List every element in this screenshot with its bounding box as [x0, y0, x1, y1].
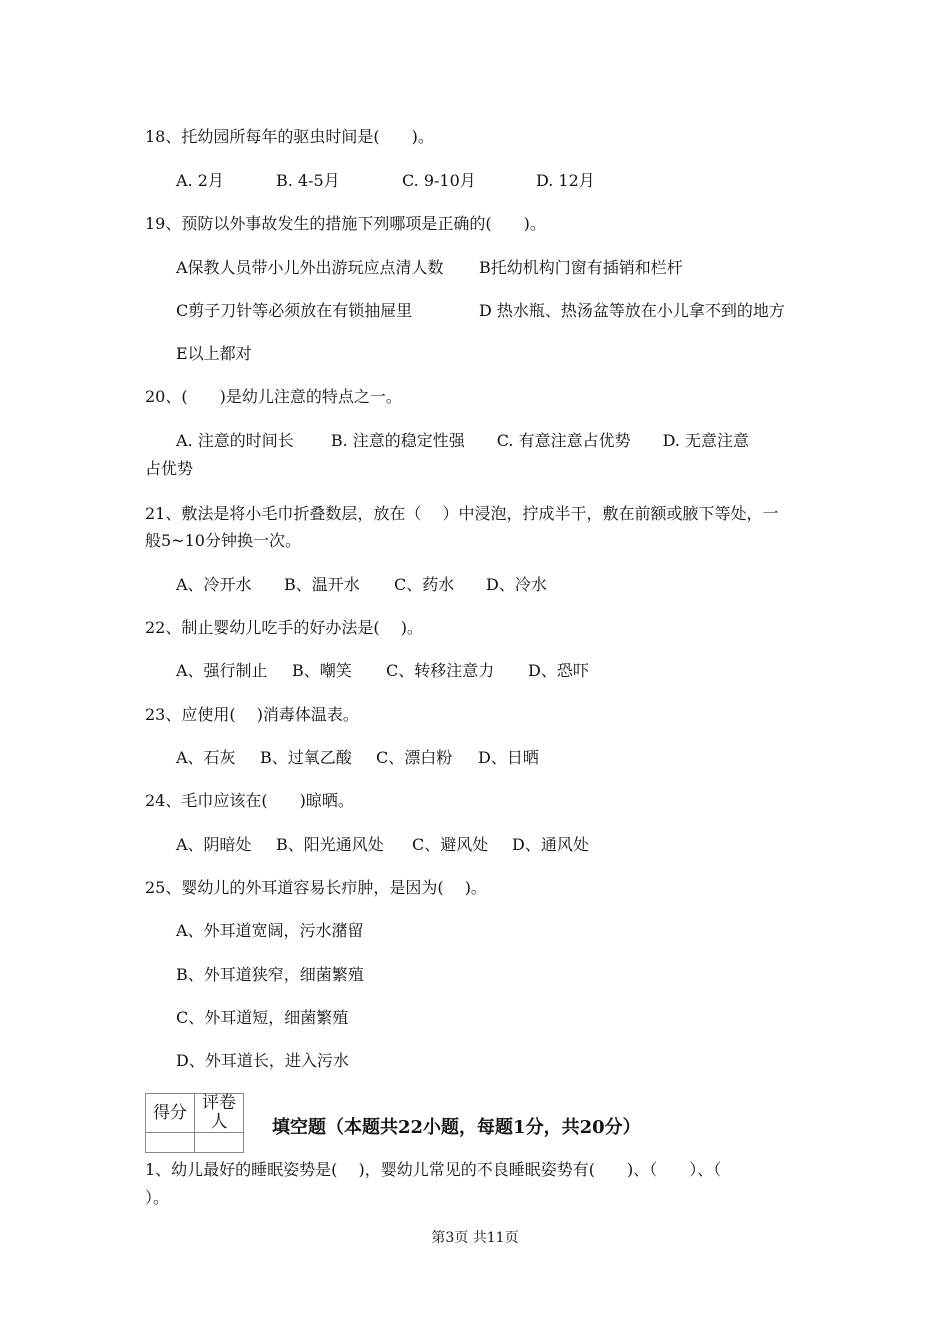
question-25-stem: 25、婴幼儿的外耳道容易长疖肿，是因为( )。 — [145, 878, 487, 897]
fill-question-1-cont: ）。 — [145, 1188, 170, 1207]
option-a: A、石灰 — [176, 748, 236, 767]
option-a: A. 2月 — [176, 171, 224, 190]
option-a: A、冷开水 — [176, 575, 252, 594]
option-b: B、嘲笑 — [292, 661, 352, 680]
score-table-header — [146, 1094, 244, 1133]
question-22-stem: 22、制止婴幼儿吃手的好办法是( )。 — [145, 618, 423, 637]
option-a: A保教人员带小儿外出游玩应点清人数 — [176, 258, 444, 277]
option-c: C、外耳道短，细菌繁殖 — [176, 1008, 349, 1027]
option-a: A、强行制止 — [176, 661, 268, 680]
option-d: D、恐吓 — [528, 661, 589, 680]
fill-question-1: 1、幼儿最好的睡眠姿势是( )，婴幼儿常见的不良睡眠姿势有( )、（ ）、（ — [145, 1160, 722, 1179]
option-b: B、温开水 — [284, 575, 360, 594]
score-cell — [146, 1133, 195, 1153]
question-20-options: A. 注意的时间长 B. 注意的稳定性强 C. 有意注意占优势 D. 无意注意 — [176, 431, 750, 450]
section-title: 填空题（本题共22小题，每题1分，共20分） — [272, 1117, 641, 1138]
score-label: 得分 — [146, 1094, 195, 1133]
grader-cell — [195, 1133, 244, 1153]
option-c: C剪子刀针等必须放在有锁抽屉里 — [176, 301, 413, 320]
page-footer: 第3页 共11页 — [431, 1230, 519, 1246]
option-d: D、外耳道长，进入污水 — [176, 1051, 349, 1070]
option-b: B托幼机构门窗有插销和栏杆 — [479, 258, 683, 277]
question-20-options-cont: 占优势 — [145, 459, 194, 478]
option-b: B、外耳道狭窄，细菌繁殖 — [176, 965, 364, 984]
question-19-stem: 19、预防以外事故发生的措施下列哪项是正确的( )。 — [145, 214, 546, 233]
grader-label: 评卷人 — [195, 1094, 244, 1133]
option-a: A、阴暗处 — [176, 835, 252, 854]
question-24-stem: 24、毛巾应该在( )晾晒。 — [145, 791, 354, 810]
option-e: E以上都对 — [176, 344, 252, 363]
option-a: A、外耳道宽阔，污水潴留 — [176, 921, 364, 940]
score-table-blank-row — [146, 1133, 244, 1153]
option-d: D、日晒 — [478, 748, 539, 767]
option-c: C. 9-10月 — [402, 171, 476, 190]
question-23-stem: 23、应使用( )消毒体温表。 — [145, 705, 359, 724]
option-c: C、转移注意力 — [386, 661, 495, 680]
question-21-stem: 21、敷法是将小毛巾折叠数层，放在（ ）中浸泡，拧成半干，敷在前额或腋下等处，一 — [145, 504, 779, 523]
option-d: D. 12月 — [536, 171, 595, 190]
option-c: C、漂白粉 — [376, 748, 453, 767]
option-d: D 热水瓶、热汤盆等放在小儿拿不到的地方 — [479, 301, 785, 320]
option-b: B. 4-5月 — [276, 171, 340, 190]
question-18-stem: 18、托幼园所每年的驱虫时间是( )。 — [145, 127, 434, 146]
option-d: D、通风处 — [512, 835, 589, 854]
option-c: C、避风处 — [412, 835, 489, 854]
score-table — [145, 1093, 244, 1153]
option-b: B、过氧乙酸 — [260, 748, 352, 767]
question-20-stem: 20、( )是幼儿注意的特点之一。 — [145, 387, 402, 406]
option-b: B、阳光通风处 — [276, 835, 384, 854]
option-c: C、药水 — [394, 575, 455, 594]
option-d: D、冷水 — [486, 575, 547, 594]
question-21-stem-cont: 般5~10分钟换一次。 — [145, 531, 301, 550]
